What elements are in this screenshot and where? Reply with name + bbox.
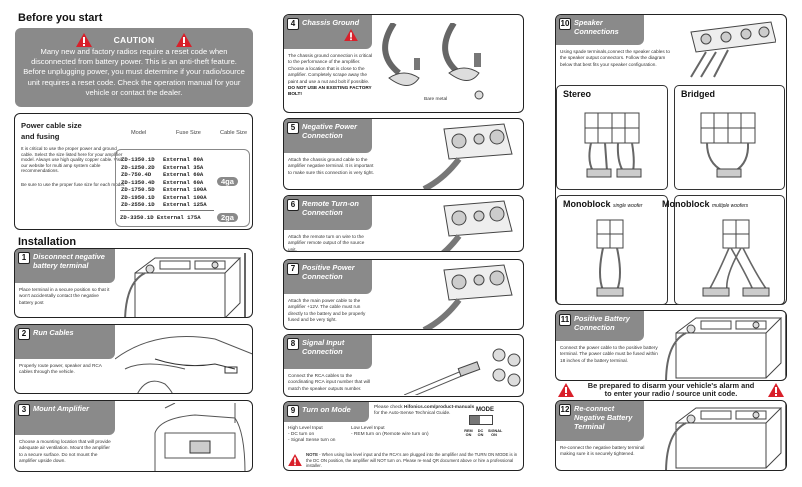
fuse-table: [115, 149, 250, 227]
fuse-row: [121, 171, 151, 178]
step-number: 9: [287, 405, 299, 417]
step-title: Disconnect negative battery terminal: [33, 252, 105, 270]
step-desc-text: Attach the chassis ground cable to the amplifier negative terminal. It is important to make sure this connection is very tight.: [288, 157, 374, 175]
step-11: [555, 310, 787, 381]
step-desc-text: Connect the RCA cables to the coordinating RCA input number that will match the speaker outputs number.: [288, 373, 371, 391]
mode-note: [306, 452, 518, 469]
step-description: [288, 373, 374, 392]
step-desc-text: Connect the power cable to the positive battery terminal. The power cable must be fused within 18 inches of the battery terminal.: [560, 345, 658, 363]
step-desc-text: Attach the main power cable to the amplifier +12V. The cable must run directly to the battery and be properly fused and be very tight.: [288, 298, 366, 323]
fuse-desc2: Be sure to use the proper fuse size for each model.: [21, 181, 126, 187]
fuse-row: [121, 186, 155, 193]
alarm-line: to enter your radio / source unit code.: [604, 389, 738, 398]
step-tab: [556, 311, 644, 341]
model-cell: ZD-1350.1D: [121, 156, 155, 163]
step-tab: [556, 15, 644, 45]
step-title: Mount Amplifier: [33, 404, 89, 413]
step-8-illustration: [404, 335, 524, 395]
stereo-label: Stereo: [563, 89, 592, 99]
fuse-row: [163, 171, 203, 178]
bridged-label: Bridged: [681, 89, 716, 99]
divider: [120, 210, 214, 211]
note-text: - When using low level input and the RCA's are plugged into the amplifier and the TURN ON MODE is in the DC ON position, the amplifier will NOT turn on. Please re-read QR document above or hire a professional installer.: [306, 452, 518, 468]
caution-title: CAUTION: [113, 34, 155, 45]
step-2-illustration: [115, 329, 253, 394]
step-desc-text: Choose a mounting location that will provide adequate air ventilation. Mount the amplifier to a secure surface. Do not mount the amplifier upside down.: [19, 439, 111, 464]
fuse-row: [163, 194, 207, 201]
fuse-row: [121, 156, 155, 163]
high-item: - Signal Sense turn on: [288, 438, 336, 443]
bare-metal-label: Bare metal: [424, 97, 448, 102]
step-12-illustration: [656, 403, 787, 471]
fuse-cell: External 60A: [163, 178, 204, 186]
model-cell: ZD-2550.1D: [121, 201, 155, 208]
note-label: NOTE: [306, 452, 318, 457]
step-11-illustration: [656, 313, 787, 381]
step-number: 8: [287, 338, 299, 350]
fuse-title-line: Power cable size: [21, 121, 82, 130]
step-5: [283, 118, 524, 190]
step-description: [19, 363, 111, 376]
low-item: - REM turn on (Remote wire turn on): [351, 432, 429, 437]
cable-badge-4ga: 4ga: [217, 177, 238, 186]
step-title: Turn on Mode: [302, 405, 351, 414]
step-title: Remote Turn-on Connection: [302, 199, 359, 217]
stereo-diagram: [556, 85, 668, 190]
mono-single-sub: single woofer: [613, 203, 643, 209]
step-1-illustration: [115, 253, 253, 318]
warning-icon: [768, 383, 784, 397]
step-desc-text: Attach the remote turn on wire to the amplifier remote output of the source unit.: [288, 234, 365, 252]
fuse-row: [163, 186, 207, 193]
step-3-illustration: [135, 403, 253, 472]
warning-icon: [288, 454, 302, 466]
mono-label: Monoblock: [662, 199, 710, 209]
bridged-diagram: [674, 85, 785, 190]
step-number: 4: [287, 18, 299, 30]
model-cell: ZD-750.4D: [121, 171, 152, 178]
fuse-row: [163, 164, 203, 171]
step-desc-text: Re-connect the negative battery terminal making sure it is securely tightened.: [560, 445, 645, 457]
fuse-description: [21, 146, 129, 188]
alarm-warning: [555, 382, 787, 400]
installation-heading: Installation: [18, 236, 77, 248]
model-cell: ZD-1750.5D: [121, 186, 155, 193]
power-cable-fusing-box: [14, 113, 253, 230]
step-number: 7: [287, 263, 299, 275]
low-title: Low Level Input: [351, 426, 385, 431]
step-title: Chassis Ground: [302, 18, 360, 27]
step-tab: [284, 15, 372, 49]
step-title: Signal Input Connection: [302, 338, 345, 356]
fuse-row: [163, 156, 203, 163]
step-tab: [284, 196, 372, 230]
high-title: High Level Input: [288, 426, 323, 431]
warning-icon: [176, 33, 192, 47]
fuse-row-2ga: ZD-3350.1D External 175A: [120, 214, 201, 221]
warning-icon: [344, 29, 358, 41]
step-5-illustration: [404, 119, 524, 189]
fuse-row: [163, 179, 203, 186]
fuse-cell: External 60A: [163, 171, 204, 178]
step-4: [283, 14, 524, 113]
step-desc-text: The chassis ground connection is critical to the performance of the amplifier. Choose a location that is close to the amplifier. Completely scrape away the paint and use a nut and bolt if possible.: [288, 53, 373, 84]
fuse-row: [121, 164, 155, 171]
stereo-wiring-illustration: [577, 101, 657, 186]
step-8: [283, 334, 524, 397]
step-title: Positive Power Connection: [302, 263, 355, 281]
step-9: [283, 401, 524, 471]
caution-text: Many new and factory radios require a reset code when disconnected from battery power. This is an anti-theft feature. Before unplugging power, you must determine if your radio/source unit requires a reset code. Check the operation manual for your vehicle or contact the dealer.: [23, 47, 245, 97]
fuse-cell: External 100A: [163, 186, 207, 193]
col-fuse-size: Fuse Size: [176, 130, 201, 136]
warning-icon: [76, 33, 92, 47]
step-description: [288, 234, 374, 252]
switch-label: DC ON: [477, 429, 484, 437]
model-cell: ZD-1350.4D: [121, 178, 155, 186]
step-description: [560, 49, 670, 68]
step-description: [288, 157, 374, 176]
step-number: 2: [18, 328, 30, 340]
step-description: [288, 298, 374, 324]
mono-single-illustration: [587, 216, 637, 304]
step-number: 5: [287, 122, 299, 134]
step-tab: [284, 260, 372, 294]
fuse-row: [163, 201, 207, 208]
fuse-row: [121, 201, 155, 208]
mono-multi-sub: multiple woofers: [712, 203, 749, 209]
step-desc-text: Place terminal in a secure position so that it won't accidentally contact the negative battery post: [19, 287, 110, 305]
step-tab: [284, 335, 372, 369]
step-12: [555, 400, 787, 471]
step-description: [288, 53, 374, 98]
col-cable-size: Cable Size: [220, 130, 248, 136]
step-title: Run Cables: [33, 328, 74, 337]
fuse-title-line: and fusing: [21, 132, 60, 141]
step-tab: [556, 401, 644, 441]
cable-badge-2ga: 2ga: [217, 213, 238, 222]
fuse-cell: External 100A: [163, 193, 207, 201]
low-level-input: [351, 426, 429, 438]
monoblock-multi-diagram: [662, 195, 785, 305]
alarm-text: [555, 382, 787, 398]
fuse-title: [21, 120, 82, 142]
step-tab: [15, 325, 115, 359]
step-desc-text: Properly route power, speaker and RCA cables through the vehicle.: [19, 363, 102, 375]
model-cell: ZD-1250.2D: [121, 163, 155, 171]
step-description: [19, 439, 111, 465]
step-6: [283, 195, 524, 252]
col-model: Model: [131, 130, 147, 136]
step-number: 10: [560, 19, 570, 28]
switch-label: REM ON: [464, 429, 473, 437]
step-warning: DO NOT USE AN EXISTING FACTORY BOLT!: [288, 85, 372, 97]
before-you-start-heading: Before you start: [18, 12, 103, 24]
monoblock-single-diagram: [556, 195, 668, 305]
high-item: - DC turn on: [288, 432, 315, 437]
step-number: 3: [18, 404, 30, 416]
switch-label: SIGNAL ON: [488, 429, 503, 437]
step-10-illustration: [676, 17, 776, 79]
step-4-illustration: [374, 23, 494, 103]
fuse-desc: It is critical to use the proper power and ground cable. Select the size listed here for your amplifier model. Always use high quality copper cable. Visit our website for multi amp system cable recommendations.: [21, 146, 123, 174]
step-desc-text: Using spade terminals,connect the speaker cables to the speaker output connectors. Follow the diagram below that best fits your speaker configuration.: [560, 49, 670, 67]
step-3: [14, 400, 253, 472]
step-title: Re-connect Negative Battery Terminal: [574, 404, 633, 431]
monoblock-single-label: [563, 199, 642, 209]
step-tab: [284, 402, 369, 422]
step-description: [19, 287, 111, 306]
high-level-input: [288, 426, 335, 444]
step-title: Speaker Connections: [574, 18, 619, 36]
step-title: Positive Battery Connection: [574, 314, 630, 332]
step-2: [14, 324, 253, 394]
check-pre: Please check: [374, 405, 404, 410]
step-description: [560, 445, 660, 458]
step-number: 11: [560, 315, 570, 324]
step-7-illustration: [404, 260, 524, 330]
step-title: Negative Power Connection: [302, 122, 358, 140]
mode-switch-knob[interactable]: [470, 416, 480, 424]
fuse-row: [121, 179, 155, 186]
caution-box: [15, 28, 253, 107]
step-1: [14, 248, 253, 318]
step-number: 6: [287, 199, 299, 211]
step-7: [283, 259, 524, 330]
fuse-cell: External 80A: [163, 156, 204, 163]
step-number: 12: [560, 405, 570, 414]
mode-switch-title: MODE: [476, 407, 494, 413]
manuals-link[interactable]: Hifonics.com/product-manuals: [403, 405, 475, 410]
fuse-row: [121, 194, 155, 201]
step-tab: [15, 249, 115, 283]
fuse-cell: External 125A: [163, 201, 207, 208]
step-description: [560, 345, 660, 364]
fuse-cell: External 35A: [163, 163, 204, 171]
step-tab: [15, 401, 115, 435]
alarm-line: Be prepared to disarm your vehicle's alarm and: [587, 381, 755, 390]
check-post: for the Auto-Sense Technical Guide.: [374, 411, 451, 416]
monoblock-multi-label: [662, 199, 748, 209]
model-cell: ZD-1950.1D: [121, 193, 155, 201]
mode-switch[interactable]: [469, 415, 493, 425]
mono-multi-illustration: [697, 216, 777, 304]
bridged-wiring-illustration: [693, 101, 773, 186]
step-number: 1: [18, 252, 30, 264]
mode-switch-labels: [464, 429, 503, 437]
step-tab: [284, 119, 372, 153]
mono-label: Monoblock: [563, 199, 611, 209]
step-6-illustration: [404, 196, 524, 252]
